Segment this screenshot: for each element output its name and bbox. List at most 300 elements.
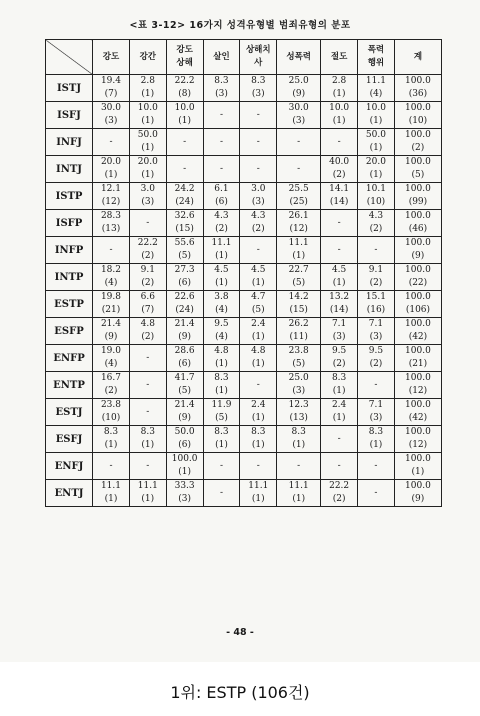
cell-count: (1) (251, 332, 265, 342)
cell-count: (36) (408, 89, 428, 99)
cell-percent: 19.4 (100, 76, 121, 86)
cell-percent: 33.3 (174, 481, 195, 491)
cell-percent: 4.5 (331, 265, 347, 275)
row-label: ENTJ (46, 480, 93, 507)
row-label: ESFP (46, 318, 93, 345)
table-row (46, 480, 442, 507)
cell-count: (14) (329, 197, 349, 207)
table-cell (358, 129, 395, 156)
cell-percent: 10.0 (137, 103, 158, 113)
table-cell (203, 264, 240, 291)
cell-percent: 8.3 (368, 427, 384, 437)
table-cell (240, 129, 277, 156)
cell-count: (12) (289, 224, 308, 234)
table-cell (203, 210, 240, 237)
cell-count: (9) (411, 494, 425, 504)
cell-count: (15) (175, 224, 194, 234)
table-cell (358, 453, 395, 480)
table-cell (277, 318, 321, 345)
table-cell (394, 237, 441, 264)
table-cell (129, 426, 166, 453)
cell-percent: - (146, 406, 150, 417)
table-cell (166, 399, 203, 426)
cell-count: (3) (104, 116, 118, 126)
table-cell (358, 102, 395, 129)
cell-percent: 100.0 (405, 103, 431, 113)
table-cell (129, 480, 166, 507)
row-label: INFJ (46, 129, 93, 156)
table-cell (277, 399, 321, 426)
row-label: ENTP (46, 372, 93, 399)
cell-count: (11) (289, 332, 308, 342)
cell-percent: 100.0 (405, 157, 431, 167)
cell-percent: 28.6 (174, 346, 195, 356)
cell-percent: - (297, 136, 301, 147)
table-cell (129, 372, 166, 399)
cell-percent: - (374, 379, 378, 390)
table-cell (358, 183, 395, 210)
table-cell (93, 345, 130, 372)
cell-percent: - (374, 244, 378, 255)
cell-percent: 100.0 (405, 130, 431, 140)
cell-count: (7) (104, 89, 118, 99)
table-cell (129, 291, 166, 318)
table-cell (277, 102, 321, 129)
cell-percent: 55.6 (174, 238, 195, 248)
table-cell (203, 291, 240, 318)
cell-percent: 100.0 (171, 454, 198, 464)
table-cell (394, 264, 441, 291)
table-cell (394, 399, 441, 426)
cell-count: (2) (369, 224, 383, 234)
cell-percent: 100.0 (405, 427, 431, 437)
cell-percent: 9.5 (214, 319, 229, 329)
table-cell (321, 264, 358, 291)
table-cell (93, 399, 130, 426)
table-cell (277, 345, 321, 372)
cell-percent: 100.0 (405, 346, 431, 356)
table-cell (240, 345, 277, 372)
table-cell (93, 129, 130, 156)
table-title: <표 3-12> 16가지 성격유형별 범죄유형의 분포 (129, 20, 351, 31)
cell-count: (1) (292, 494, 306, 504)
cell-percent: 8.3 (331, 373, 347, 383)
column-header: 살인 (203, 40, 240, 75)
table-cell (321, 156, 358, 183)
table-cell (166, 264, 203, 291)
table-cell (129, 156, 166, 183)
cell-percent: - (297, 163, 301, 174)
cell-percent: 12.1 (100, 184, 121, 194)
table-cell (166, 426, 203, 453)
cell-count: (2) (369, 359, 383, 369)
table-cell (166, 480, 203, 507)
cell-percent: 7.1 (368, 319, 384, 329)
cell-percent: 25.5 (288, 184, 309, 194)
table-cell (321, 183, 358, 210)
row-label: ISFP (46, 210, 93, 237)
cell-count: (24) (175, 197, 194, 207)
cell-percent: - (337, 460, 341, 471)
cell-percent: 10.0 (329, 103, 350, 113)
cell-count: (42) (408, 332, 428, 342)
cell-percent: 10.1 (365, 184, 386, 194)
table-cell (277, 156, 321, 183)
cell-percent: - (109, 244, 113, 255)
cell-count: (2) (141, 278, 155, 288)
cell-count: (1) (332, 413, 346, 423)
table-cell (93, 480, 130, 507)
cell-count: (2) (215, 224, 228, 234)
table-cell (394, 156, 441, 183)
table-cell (203, 318, 240, 345)
cell-count: (4) (369, 89, 383, 99)
cell-percent: 4.3 (251, 211, 266, 221)
cell-percent: - (374, 487, 378, 498)
table-cell (277, 237, 321, 264)
table-cell (93, 318, 130, 345)
cell-percent: 50.0 (137, 130, 158, 140)
cell-percent: 21.4 (174, 319, 195, 329)
cell-percent: - (256, 244, 260, 255)
cell-count: (1) (251, 494, 265, 504)
table-cell (129, 129, 166, 156)
cell-count: (6) (178, 440, 191, 450)
table-cell (240, 183, 277, 210)
cell-count: (1) (292, 251, 306, 261)
table-cell (93, 291, 130, 318)
cell-count: (7) (141, 305, 155, 315)
cell-percent: 4.7 (251, 292, 266, 302)
table-cell (394, 345, 441, 372)
table-cell (321, 129, 358, 156)
table-cell (93, 102, 130, 129)
cell-count: (4) (215, 305, 228, 315)
row-label: ISTJ (46, 75, 93, 102)
table-cell (358, 372, 395, 399)
cell-percent: 30.0 (288, 103, 309, 113)
cell-count: (1) (369, 143, 383, 153)
cell-count: (9) (292, 89, 306, 99)
cell-percent: 12.3 (288, 400, 309, 410)
cell-count: (99) (408, 197, 428, 207)
cell-count: (2) (369, 278, 383, 288)
cell-percent: 22.7 (288, 265, 309, 275)
cell-count: (3) (292, 116, 306, 126)
cell-percent: 100.0 (405, 373, 431, 383)
cell-count: (5) (292, 278, 306, 288)
cell-percent: 28.3 (100, 211, 121, 221)
cell-count: (10) (408, 116, 428, 126)
cell-count: (1) (141, 494, 155, 504)
table-cell (358, 156, 395, 183)
cell-percent: 10.0 (365, 103, 386, 113)
table-cell (129, 237, 166, 264)
cell-percent: - (183, 163, 187, 174)
table-cell (166, 345, 203, 372)
row-label: ESTJ (46, 399, 93, 426)
cell-percent: 9.1 (368, 265, 384, 275)
cell-percent: - (256, 136, 260, 147)
cell-percent: 4.8 (140, 319, 155, 329)
cell-count: (2) (411, 143, 425, 153)
cell-count: (25) (289, 197, 308, 207)
cell-percent: 2.8 (140, 76, 155, 86)
cell-percent: 40.0 (329, 157, 350, 167)
table-cell (203, 345, 240, 372)
table-cell (394, 129, 441, 156)
cell-count: (1) (411, 467, 425, 477)
cell-percent: 22.6 (174, 292, 195, 302)
table-cell (166, 210, 203, 237)
cell-count: (1) (141, 89, 155, 99)
cell-count: (1) (251, 359, 265, 369)
cell-percent: 100.0 (405, 76, 431, 86)
cell-percent: 22.2 (137, 238, 158, 248)
cell-percent: - (337, 136, 341, 147)
table-cell (321, 237, 358, 264)
cell-percent: - (256, 379, 260, 390)
table-cell (240, 156, 277, 183)
cell-count: (2) (251, 224, 265, 234)
table-cell (240, 453, 277, 480)
table-cell (129, 399, 166, 426)
cell-percent: 9.1 (140, 265, 155, 275)
column-header: 강간 (129, 40, 166, 75)
cell-percent: - (146, 379, 150, 390)
cell-count: (1) (369, 116, 383, 126)
cell-percent: 4.3 (214, 211, 229, 221)
cell-percent: - (219, 460, 223, 471)
cell-count: (1) (369, 440, 383, 450)
table-row (46, 102, 442, 129)
table-cell (203, 480, 240, 507)
table-cell (166, 237, 203, 264)
table-cell (277, 291, 321, 318)
cell-percent: 10.0 (174, 103, 195, 113)
cell-percent: 3.0 (140, 184, 155, 194)
cell-count: (4) (104, 278, 118, 288)
table-cell (277, 183, 321, 210)
cell-count: (3) (178, 494, 191, 504)
cell-count: (2) (104, 386, 118, 396)
cell-percent: 2.4 (331, 400, 347, 410)
table-row (46, 237, 442, 264)
cell-percent: 8.3 (291, 427, 306, 437)
table-cell (321, 453, 358, 480)
table-cell (394, 372, 441, 399)
cell-percent: 8.3 (103, 427, 119, 437)
cell-percent: 11.9 (211, 400, 232, 410)
table-cell (321, 291, 358, 318)
cell-count: (1) (251, 413, 265, 423)
table-cell (240, 480, 277, 507)
cell-percent: 26.1 (288, 211, 309, 221)
table-row (46, 129, 442, 156)
cell-count: (3) (369, 413, 383, 423)
cell-count: (3) (251, 197, 265, 207)
cell-percent: 4.5 (251, 265, 266, 275)
table-cell (166, 156, 203, 183)
cell-count: (3) (332, 332, 346, 342)
cell-percent: 18.2 (100, 265, 121, 275)
row-label: INFP (46, 237, 93, 264)
cell-count: (5) (251, 305, 265, 315)
table-cell (203, 183, 240, 210)
cell-percent: 26.2 (288, 319, 309, 329)
cell-count: (1) (369, 170, 383, 180)
table-cell (166, 102, 203, 129)
cell-percent: 24.2 (174, 184, 195, 194)
cell-percent: 21.4 (100, 319, 121, 329)
cell-percent: 2.8 (331, 76, 347, 86)
cell-count: (21) (408, 359, 428, 369)
cell-count: (1) (332, 116, 346, 126)
cell-percent: 15.1 (365, 292, 386, 302)
cell-percent: 8.3 (251, 76, 266, 86)
row-label: ISFJ (46, 102, 93, 129)
cell-count: (8) (178, 89, 191, 99)
caption: 1위: ESTP (106건) (170, 683, 310, 702)
table-cell (166, 372, 203, 399)
cell-percent: 100.0 (405, 481, 431, 491)
cell-count: (10) (101, 413, 121, 423)
cell-count: (3) (215, 89, 228, 99)
table-cell (240, 102, 277, 129)
page-number: - 48 - (226, 627, 254, 638)
cell-count: (5) (215, 413, 228, 423)
table-cell (394, 453, 441, 480)
cell-count: (1) (141, 116, 155, 126)
cell-percent: 8.3 (214, 373, 229, 383)
table-cell (93, 237, 130, 264)
table-cell (394, 426, 441, 453)
table-cell (203, 129, 240, 156)
table-cell (203, 426, 240, 453)
cell-count: (5) (292, 359, 306, 369)
cell-count: (24) (175, 305, 194, 315)
cell-percent: 41.7 (174, 373, 195, 383)
table-cell (166, 183, 203, 210)
cell-percent: - (146, 352, 150, 363)
table-cell (93, 372, 130, 399)
cell-percent: - (256, 460, 260, 471)
cell-count: (46) (408, 224, 428, 234)
cell-count: (4) (104, 359, 118, 369)
column-header: 절도 (321, 40, 358, 75)
table-row (46, 75, 442, 102)
cell-percent: 4.8 (214, 346, 229, 356)
cell-count: (1) (141, 440, 155, 450)
cell-percent: 9.5 (331, 346, 347, 356)
table-cell (129, 75, 166, 102)
cell-count: (1) (141, 143, 155, 153)
table-cell (277, 426, 321, 453)
table-cell (394, 75, 441, 102)
cell-percent: 19.0 (100, 346, 121, 356)
cell-count: (10) (366, 197, 386, 207)
cell-percent: 7.1 (368, 400, 384, 410)
cell-count: (9) (411, 251, 425, 261)
header-row (46, 40, 442, 75)
cell-percent: 11.1 (100, 481, 121, 491)
cell-count: (42) (408, 413, 428, 423)
table-cell (203, 102, 240, 129)
table-cell (93, 453, 130, 480)
cell-percent: 3.0 (251, 184, 266, 194)
table-cell (203, 453, 240, 480)
cell-count: (2) (332, 170, 346, 180)
table-cell (394, 102, 441, 129)
table-cell (93, 75, 130, 102)
cell-percent: - (337, 244, 341, 255)
cell-percent: 100.0 (405, 184, 431, 194)
cell-count: (1) (332, 386, 346, 396)
cell-percent: 25.0 (288, 373, 309, 383)
table-cell (277, 372, 321, 399)
cell-count: (1) (178, 116, 191, 126)
cell-percent: 4.5 (214, 265, 229, 275)
cell-count: (3) (292, 386, 306, 396)
cell-count: (1) (141, 170, 155, 180)
table-row (46, 156, 442, 183)
cell-percent: 11.1 (365, 76, 386, 86)
cell-percent: 11.1 (288, 481, 309, 491)
table-row (46, 318, 442, 345)
column-header: 계 (394, 40, 441, 75)
cell-count: (1) (215, 386, 228, 396)
cell-count: (6) (215, 197, 228, 207)
cell-count: (12) (408, 440, 428, 450)
table-cell (358, 426, 395, 453)
table-cell (93, 210, 130, 237)
table-cell (166, 318, 203, 345)
table-cell (277, 264, 321, 291)
table-cell (321, 102, 358, 129)
cell-count: (2) (141, 332, 155, 342)
cell-count: (1) (104, 494, 118, 504)
table-cell (240, 291, 277, 318)
table-cell (358, 399, 395, 426)
table-cell (203, 156, 240, 183)
cell-count: (21) (101, 305, 121, 315)
cell-count: (16) (366, 305, 386, 315)
table-cell (166, 129, 203, 156)
table-cell (166, 453, 203, 480)
cell-percent: 8.3 (251, 427, 266, 437)
cell-percent: 6.6 (140, 292, 155, 302)
table-cell (394, 210, 441, 237)
row-label: INTP (46, 264, 93, 291)
cell-count: (5) (411, 170, 425, 180)
table-cell (394, 291, 441, 318)
row-label: INTJ (46, 156, 93, 183)
table-cell (93, 183, 130, 210)
cell-count: (1) (104, 170, 118, 180)
table-cell (240, 372, 277, 399)
cell-percent: 23.8 (100, 400, 121, 410)
cell-percent: 100.0 (405, 292, 431, 302)
column-header: 강도 상해 (166, 40, 203, 75)
table-cell (394, 183, 441, 210)
cell-count: (1) (251, 440, 265, 450)
cell-percent: - (256, 109, 260, 120)
cell-count: (15) (289, 305, 308, 315)
table-row (46, 345, 442, 372)
cell-percent: 100.0 (405, 319, 431, 329)
table-cell (394, 480, 441, 507)
table-cell (203, 399, 240, 426)
